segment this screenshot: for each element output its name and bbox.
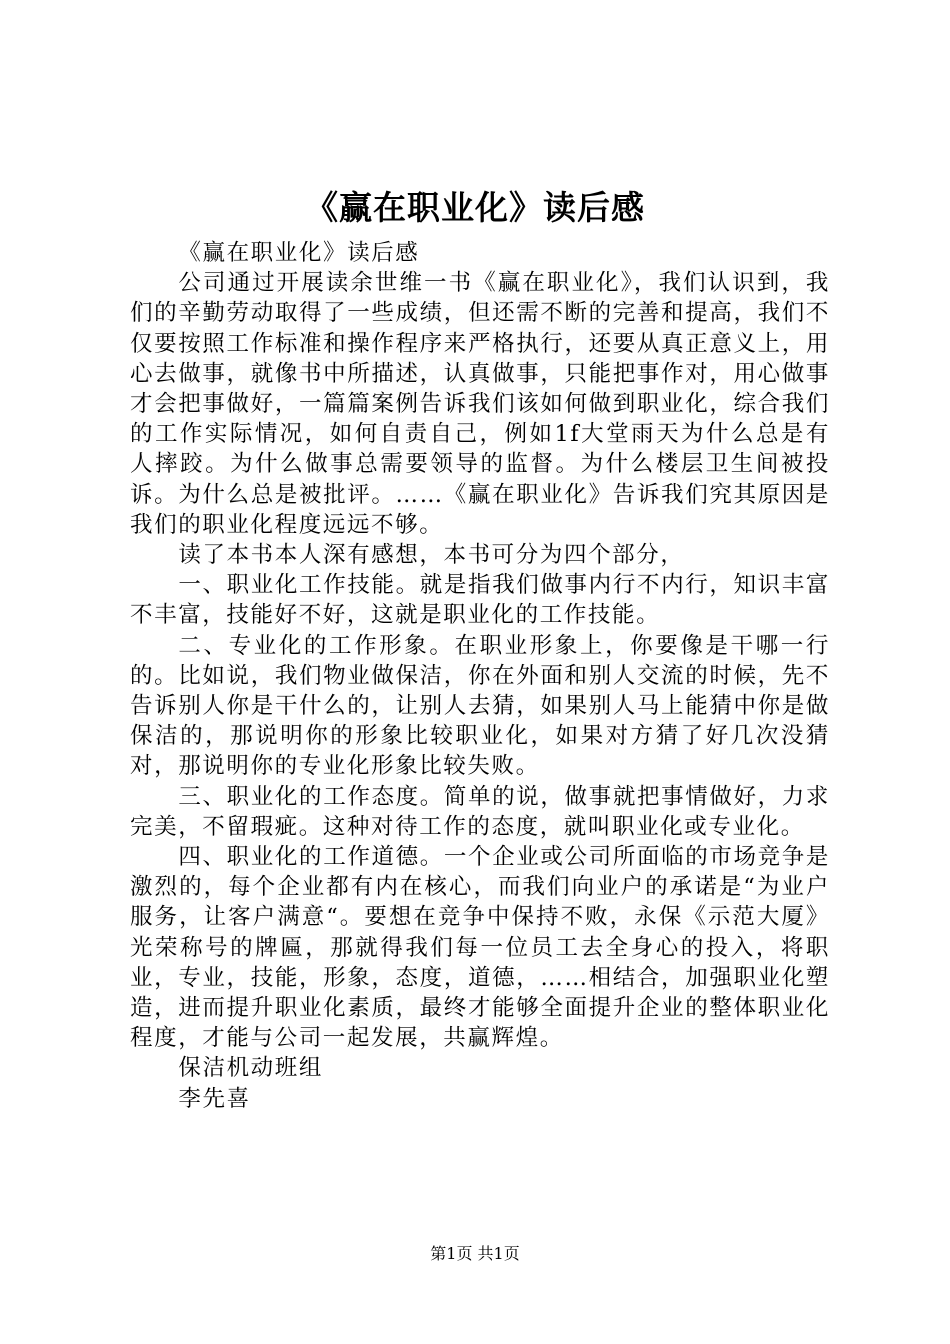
paragraph-part-three: 三、职业化的工作态度。简单的说，做事就把事情做好，力求完美，不留瑕疵。这种对待工作的态度，就叫职业化或专业化。 xyxy=(130,783,830,840)
document-body xyxy=(130,238,830,1114)
paragraph-intro: 公司通过开展读余世维一书《赢在职业化》，我们认识到，我们的辛勤劳动取得了一些成绩，但还需不断的完善和提高，我们不仅要按照工作标准和操作程序来严格执行，还要从真正意义上，用心去做事，就像书中所描述，认真做事，只能把事作对，用心做事才会把事做好，一篇篇案例告诉我们该如何做到职业化，综合我们的工作实际情况，如何自责自己，例如1f大堂雨天为什么总是有人摔跤。为什么做事总需要领导的监督。为什么楼层卫生间被投诉。为什么总是被批评。……《赢在职业化》告诉我们究其原因是我们的职业化程度远远不够。 xyxy=(130,270,830,538)
document-title: 《赢在职业化》读后感 xyxy=(305,188,645,227)
paragraph-overview: 读了本书本人深有感想，本书可分为四个部分， xyxy=(178,542,685,569)
signature-author: 李先喜 xyxy=(178,1085,251,1112)
page-number-footer: 第1页 共1页 xyxy=(430,1244,520,1263)
paragraph-heading: 《赢在职业化》读后感 xyxy=(178,240,420,266)
paragraph-part-four: 四、职业化的工作道德。一个企业或公司所面临的市场竞争是激烈的，每个企业都有内在核心，而我们向业户的承诺是“为业户服务，让客户满意“。要想在竞争中保持不败，永保《示范大厦》光荣称号的牌匾，那就得我们每一位员工去全身心的投入，将职业，专业，技能，形象，态度，道德，……相结合，加强职业化塑造，进而提升职业化素质，最终才能够全面提升企业的整体职业化程度，才能与公司一起发展，共赢辉煌。 xyxy=(130,844,830,1052)
paragraph-part-one: 一、职业化工作技能。就是指我们做事内行不内行，知识丰富不丰富，技能好不好，这就是职业化的工作技能。 xyxy=(130,572,830,629)
signature-team: 保洁机动班组 xyxy=(178,1055,323,1082)
paragraph-part-two: 二、专业化的工作形象。在职业形象上，你要像是干哪一行的。比如说，我们物业做保洁，你在外面和别人交流的时候，先不告诉别人你是干什么的，让别人去猜，如果别人马上能猜中你是做保洁的，那说明你的形象比较职业化，如果对方猜了好几次没猜对，那说明你的专业化形象比较失败。 xyxy=(130,632,830,780)
